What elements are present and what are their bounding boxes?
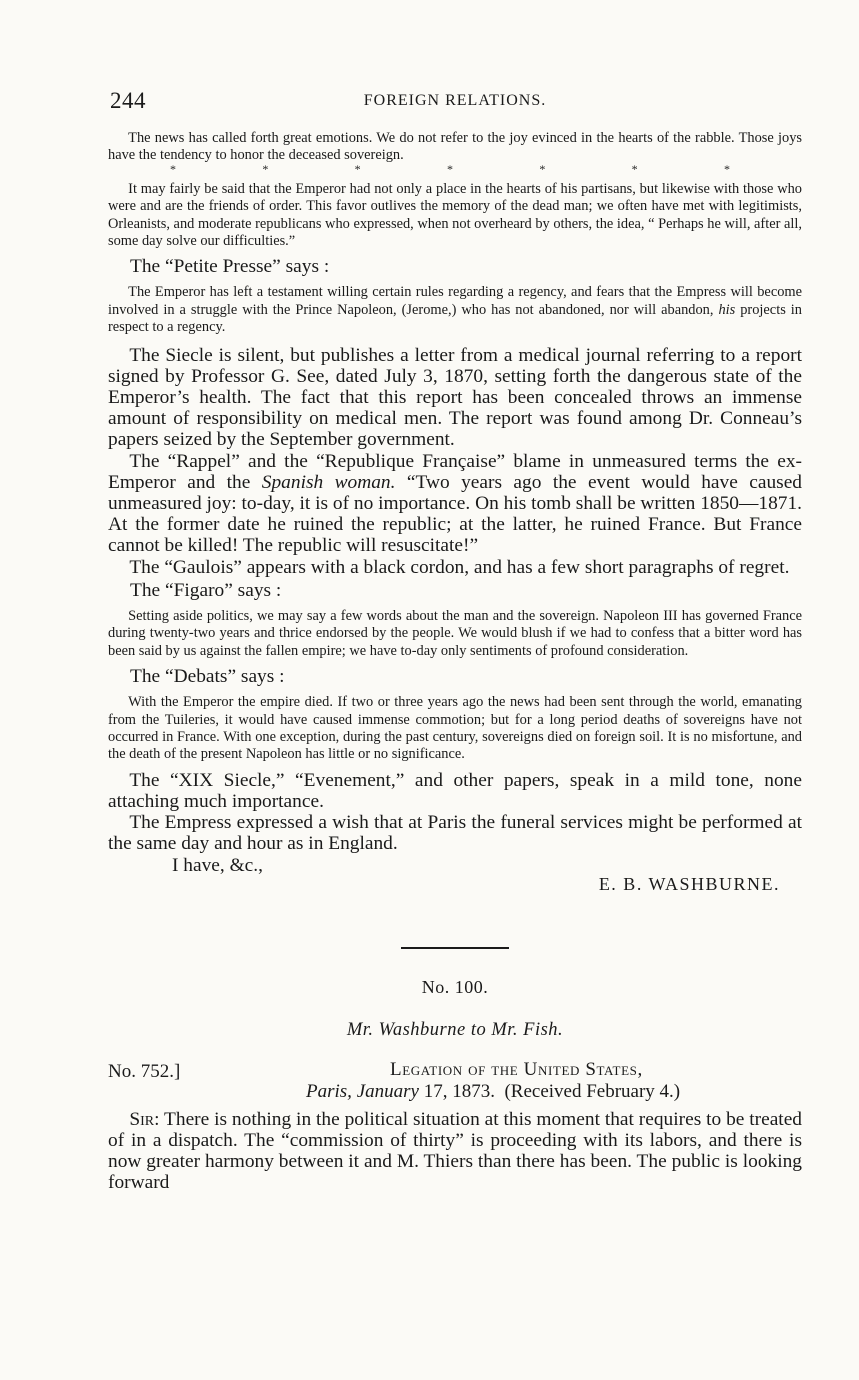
star: *: [539, 161, 546, 176]
running-head: FOREIGN RELATIONS.: [363, 92, 547, 109]
body-text: The “Rappel” and the “Republique Française” blame in unmeasured terms the ex-Emperor and the: [108, 450, 802, 493]
siecle-paragraph: The Siecle is silent, but publishes a letter from a medical journal referring to a report signed by Professor G. See, dated July 3, 1870, setting forth the dangerous state of the Emperor’s health. The fact that this report has been concealed throws an immense amount of responsibility on medical men. The report was found among Dr. Conneau’s papers seized by the September government.: [108, 344, 802, 451]
dateline: [108, 1059, 802, 1105]
salutation: Sir:: [129, 1108, 160, 1130]
received-note: (Received February 4.): [504, 1080, 681, 1102]
empress-paragraph: The Empress expressed a wish that at Paris the funeral services might be performed at the same day and hour as in England.: [108, 812, 802, 855]
closing-line: I have, &c.,: [172, 854, 263, 876]
date-text: 17, 1873.: [423, 1080, 495, 1102]
star: *: [446, 161, 453, 176]
quote-text: The Emperor has left a testament willing certain rules regarding a regency, and fears that the Empress will become involved in a struggle with the Prince Napoleon, (Jerome,) who has not abandoned, nor will abandon,: [108, 284, 802, 318]
gaulois-paragraph: The “Gaulois” appears with a black cordon, and has a few short paragraphs of regret.: [129, 556, 790, 578]
document-title: Mr. Washburne to Mr. Fish.: [346, 1019, 564, 1040]
petite-presse-quote: [108, 284, 802, 336]
quote-italic: his: [718, 301, 736, 318]
figaro-label: The “Figaro” says :: [130, 579, 282, 601]
body-italic: Spanish woman.: [261, 471, 396, 493]
page-header: [110, 88, 800, 114]
star: *: [354, 161, 361, 176]
document-number: No. 100.: [421, 976, 489, 997]
section-divider: [401, 947, 509, 949]
star: *: [262, 161, 269, 176]
debats-quote: With the Emperor the empire died. If two or three years ago the news had been sent through the world, emanating from the Tuileries, it would have caused immense commotion; but for a long period deaths of sovereigns have not occurred in France. With one exception, during the past century, sovereigns died on foreign soil. It is no misfortune, and the death of the present Napoleon has little or no significance.: [108, 694, 802, 763]
dispatch-reference: No. 752.]: [108, 1060, 181, 1082]
legation-line: Legation of the United States,: [390, 1058, 643, 1080]
signature: E. B. WASHBURNE.: [598, 873, 780, 894]
body-text: “Two years ago the event would have caused unmeasured joy: to-day, it is of no importance. On his tomb shall be written 1850—1871. At the former date he ruined the republic; at the latter, he ruined France. But France cannot be killed! The republic will resuscitate!”: [108, 471, 803, 557]
letter-body: [108, 1109, 802, 1194]
debats-label: The “Debats” says :: [130, 666, 285, 688]
star: *: [170, 161, 176, 176]
star: *: [723, 161, 730, 176]
body-text: There is nothing in the political situation at this moment that requires to be treated of in a dispatch. The “commission of thirty” is proceeding with its labors, and there is now greater harmony between it and M. Thiers than there has been. The public is looking forward: [108, 1108, 802, 1194]
page-number: 244: [110, 88, 146, 113]
rappel-paragraph: [108, 451, 802, 557]
place-date-line: [306, 1081, 680, 1103]
xix-siecle-paragraph: The “XIX Siecle,” “Evenement,” and other papers, speak in a mild tone, none attaching much importance.: [108, 769, 802, 812]
quote-text: projects in respect to a regency.: [108, 301, 802, 336]
quote-paragraph: It may fairly be said that the Emperor had not only a place in the hearts of his partisans, but likewise with those who were and are the friends of order. This favor outlives the memory of the dead man; we often have met with legitimists, Orleanists, and moderate republicans who expressed, when not overheard by others, the idea, “ Perhaps he will, after all, some day solve our difficulties.”: [108, 180, 802, 250]
page-content: [108, 130, 802, 1193]
figaro-quote: Setting aside politics, we may say a few words about the man and the sovereign. Napoleon III has governed France during twenty-two years and thrice endorsed by the people. We would blush if we had to confess that a bitter word has been said by us against the fallen empire; we have to-day only sentiments of profound consideration.: [108, 607, 802, 659]
quote-paragraph: The news has called forth great emotions. We do not refer to the joy evinced in the hearts of the rabble. Those joys have the tendency to honor the deceased sovereign.: [108, 130, 802, 164]
date-month: January: [356, 1080, 419, 1102]
petite-presse-label: The “Petite Presse” says :: [130, 256, 330, 278]
star: *: [631, 161, 638, 176]
place-text: Paris,: [306, 1080, 352, 1102]
